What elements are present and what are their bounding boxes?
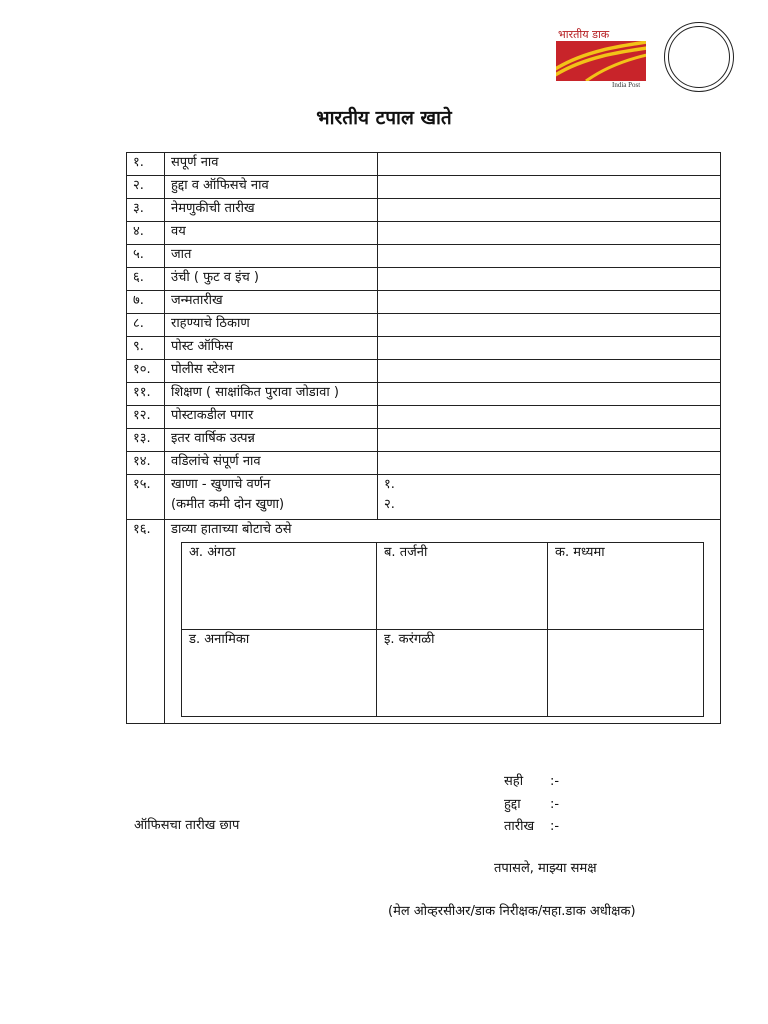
- marks-value-line1: १.: [384, 477, 395, 492]
- form-row: [127, 383, 721, 406]
- row-value-field[interactable]: [378, 337, 721, 360]
- row-number: १३.: [127, 429, 165, 452]
- marks-label-line1: खाणा - खुणाचे वर्णन: [171, 477, 271, 492]
- row-label: सपूर्ण नाव: [165, 153, 378, 176]
- row-label: [165, 475, 378, 520]
- form-row: [127, 153, 721, 176]
- row-number: ८.: [127, 314, 165, 337]
- form-row: [127, 199, 721, 222]
- form-row: [127, 176, 721, 199]
- row-number: ११.: [127, 383, 165, 406]
- form-row: [127, 406, 721, 429]
- row-label: पोस्टाकडील पगार: [165, 406, 378, 429]
- row-label: नेमणुकीची तारीख: [165, 199, 378, 222]
- row-number: ७.: [127, 291, 165, 314]
- separator: :-: [550, 797, 560, 812]
- row-number: २.: [127, 176, 165, 199]
- form-row: [127, 429, 721, 452]
- designation-label: हुद्दा: [504, 797, 521, 812]
- row-number: ५.: [127, 245, 165, 268]
- row-label: वय: [165, 222, 378, 245]
- row-label: पोलीस स्टेशन: [165, 360, 378, 383]
- form-row: [127, 222, 721, 245]
- row-label: जात: [165, 245, 378, 268]
- fingerprint-box-empty[interactable]: [548, 630, 704, 717]
- form-row: [127, 314, 721, 337]
- row-value-field[interactable]: [378, 222, 721, 245]
- row-label: वडिलांचे संपूर्ण नाव: [165, 452, 378, 475]
- form-row: [127, 268, 721, 291]
- signature-label: सही: [504, 774, 524, 789]
- date-line: [504, 816, 559, 834]
- fingerprint-box-little[interactable]: इ. करंगळी: [377, 630, 548, 717]
- form-row: [127, 337, 721, 360]
- form-row-marks: [127, 475, 721, 520]
- row-label: पोस्ट ऑफिस: [165, 337, 378, 360]
- fingerprint-label: डाव्या हाताच्या बोटाचे ठसे: [171, 522, 292, 537]
- office-stamp-label: ऑफिसचा तारीख छाप: [134, 818, 240, 833]
- row-number: १.: [127, 153, 165, 176]
- row-number: १६.: [127, 520, 165, 724]
- row-number: १०.: [127, 360, 165, 383]
- marks-label-line2: (कमीत कमी दोन खुणा): [171, 497, 285, 512]
- form-row: [127, 291, 721, 314]
- row-value-field[interactable]: [378, 406, 721, 429]
- page-title: भारतीय टपाल खाते: [316, 107, 452, 129]
- row-label: राहण्याचे ठिकाण: [165, 314, 378, 337]
- fingerprint-grid: [181, 542, 704, 717]
- logo-brand-text: भारतीय डाक: [558, 28, 610, 41]
- row-label: हुद्दा व ऑफिसचे नाव: [165, 176, 378, 199]
- form-row: [127, 360, 721, 383]
- envelope-wings-icon: [556, 41, 646, 81]
- row-label: इतर वार्षिक उत्पन्न: [165, 429, 378, 452]
- row-number: ३.: [127, 199, 165, 222]
- row-label: उंची ( फुट व इंच ): [165, 268, 378, 291]
- row-value-field[interactable]: [378, 383, 721, 406]
- officer-designation: (मेल ओव्हरसीअर/डाक निरीक्षक/सहा.डाक अधीक्षक): [388, 904, 636, 919]
- personal-details-form: [126, 152, 721, 724]
- row-value-field[interactable]: [378, 452, 721, 475]
- form-row: [127, 452, 721, 475]
- row-value-field[interactable]: [378, 199, 721, 222]
- row-label: जन्मतारीख: [165, 291, 378, 314]
- fingerprint-box-index[interactable]: ब. तर्जनी: [377, 543, 548, 630]
- fingerprint-box-thumb[interactable]: अ. अंगठा: [182, 543, 377, 630]
- row-value-field[interactable]: [378, 314, 721, 337]
- separator: :-: [550, 819, 560, 834]
- fingerprint-box-ring[interactable]: ड. अनामिका: [182, 630, 377, 717]
- india-post-logo: [556, 27, 666, 91]
- stamp-circle: [664, 22, 734, 92]
- designation-line: [504, 794, 559, 812]
- logo-tagline: India Post: [612, 81, 641, 89]
- fingerprint-box-middle[interactable]: क. मध्यमा: [548, 543, 704, 630]
- marks-value-field[interactable]: [378, 475, 721, 520]
- marks-value-line2: २.: [384, 497, 395, 512]
- date-label: तारीख: [504, 819, 535, 834]
- row-value-field[interactable]: [378, 153, 721, 176]
- row-value-field[interactable]: [378, 268, 721, 291]
- row-number: १४.: [127, 452, 165, 475]
- row-value-field[interactable]: [378, 291, 721, 314]
- form-row: [127, 245, 721, 268]
- row-label: शिक्षण ( साक्षांकित पुरावा जोडावा ): [165, 383, 378, 406]
- row-value-field[interactable]: [378, 176, 721, 199]
- verified-text: तपासले, माझ्या समक्ष: [494, 861, 597, 876]
- logo-emblem: [556, 41, 646, 81]
- row-number: ४.: [127, 222, 165, 245]
- row-value-field[interactable]: [378, 429, 721, 452]
- row-value-field[interactable]: [378, 360, 721, 383]
- signature-line: [504, 771, 559, 789]
- row-number: १२.: [127, 406, 165, 429]
- fingerprint-section: [165, 520, 721, 724]
- separator: :-: [550, 774, 560, 789]
- row-number: ६.: [127, 268, 165, 291]
- row-value-field[interactable]: [378, 245, 721, 268]
- row-number: ९.: [127, 337, 165, 360]
- row-number: १५.: [127, 475, 165, 520]
- form-row-fingerprints: [127, 520, 721, 724]
